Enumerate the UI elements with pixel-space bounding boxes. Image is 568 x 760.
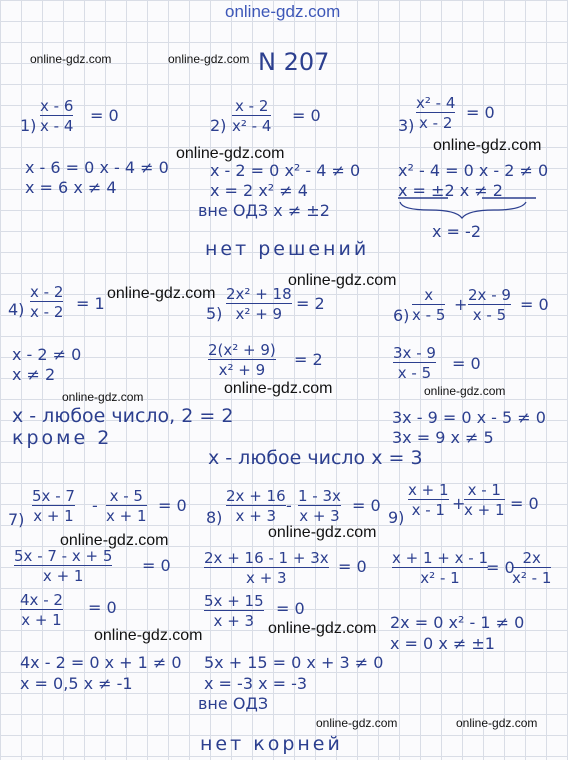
problem-5-step1: x - любое число x = 3	[208, 447, 423, 469]
numerator: x - 5	[109, 487, 143, 505]
numerator: 2x + 16 - 1 + 3x	[204, 549, 329, 567]
denominator: x - 5	[472, 306, 507, 324]
problem-6-step2: 3x = 9 x ≠ 5	[392, 428, 494, 447]
problem-1-step1: x - 6 = 0 x - 4 ≠ 0	[25, 158, 169, 177]
numerator: 2x² + 18	[226, 285, 292, 303]
problem-1-step2: x = 6 x ≠ 4	[25, 178, 117, 197]
equals-zero: = 0	[338, 557, 367, 576]
watermark-small: online-gdz.com	[30, 52, 112, 66]
problem-6-fraction-b	[468, 287, 511, 323]
denominator: x + 1	[464, 501, 505, 519]
denominator: x² - 4	[232, 117, 272, 135]
denominator: x + 1	[106, 507, 147, 525]
problem-8-label: 8)	[206, 508, 223, 527]
denominator: x + 1	[21, 611, 62, 629]
problem-8-fraction-2	[204, 550, 329, 586]
watermark-top: online-gdz.com	[225, 2, 341, 21]
problem-1-fraction	[40, 98, 73, 134]
denominator: x + 3	[246, 569, 287, 587]
numerator: x	[424, 286, 434, 304]
problem-7-step2: x = 0,5 x ≠ -1	[20, 674, 133, 693]
numerator: 5x + 15	[204, 592, 264, 610]
watermark-big: online-gdz.com	[60, 532, 169, 549]
problem-4-step3: x - любое число, 2 = 2	[12, 405, 234, 427]
equals-one: = 1	[76, 294, 105, 313]
denominator: x - 1	[411, 501, 445, 519]
watermark-big: online-gdz.com	[176, 145, 285, 162]
problem-2-step2: x = 2 x² ≠ 4	[210, 181, 308, 200]
numerator: 4x - 2	[20, 591, 63, 609]
denominator: x + 1	[42, 567, 84, 585]
plus-sign: +	[452, 494, 466, 513]
denominator: x - 4	[40, 117, 74, 135]
problem-9-step2: x = 0 x ≠ ±1	[390, 634, 495, 653]
problem-8-fraction-a	[226, 488, 286, 524]
numerator: 5x - 7	[32, 487, 75, 505]
watermark-big: online-gdz.com	[268, 524, 377, 541]
problem-4-label: 4)	[8, 300, 25, 319]
problem-7-step1: 4x - 2 = 0 x + 1 ≠ 0	[20, 653, 182, 672]
denominator: x² + 9	[218, 361, 266, 379]
equals-zero: = 0	[520, 295, 549, 314]
watermark-small: online-gdz.com	[168, 52, 250, 66]
numerator: x - 1	[467, 481, 501, 499]
numerator: 2x - 9	[468, 286, 511, 304]
problem-2-fraction	[232, 98, 271, 134]
problem-7-fraction-a	[32, 488, 75, 524]
equals-zero: = 0	[352, 496, 381, 515]
denominator: x - 5	[397, 364, 432, 382]
equals-zero: = 0	[292, 106, 321, 125]
problem-7-fraction-2	[14, 548, 112, 584]
underline-brace	[396, 196, 556, 222]
numerator: 2x + 16	[226, 487, 286, 505]
watermark-big: online-gdz.com	[107, 285, 216, 302]
problem-4-step4: кроме 2	[12, 427, 113, 449]
problem-3-step1: x² - 4 = 0 x - 2 ≠ 0	[398, 161, 549, 180]
watermark-small: online-gdz.com	[456, 716, 538, 730]
numerator: x + 1	[408, 481, 449, 499]
problem-6-fraction-2	[393, 345, 436, 381]
problem-7-fraction-b	[106, 488, 147, 524]
watermark-big: online-gdz.com	[94, 627, 203, 644]
equals-two: = 2	[294, 350, 323, 369]
watermark-big: online-gdz.com	[288, 272, 397, 289]
minus-sign: -	[286, 496, 292, 515]
equals-zero: = 0	[158, 496, 187, 515]
problem-3-fraction	[416, 95, 455, 131]
problem-2-step3: вне ОДЗ x ≠ ±2	[198, 201, 330, 220]
denominator: x - 2	[419, 114, 453, 132]
summary-no-roots: нет корней	[200, 733, 343, 755]
equals-zero: = 0	[510, 494, 539, 513]
numerator: 2x	[522, 549, 541, 567]
numerator: 5x - 7 - x + 5	[14, 547, 113, 565]
numerator: x + 1 + x - 1	[392, 549, 488, 567]
problem-4-fraction	[30, 284, 63, 320]
problem-1-label: 1)	[20, 116, 37, 135]
denominator: x + 3	[299, 507, 340, 525]
numerator: x - 2	[30, 283, 64, 301]
numerator: x - 2	[235, 97, 269, 115]
numerator: 1 - 3x	[298, 487, 341, 505]
denominator: x - 2	[30, 303, 64, 321]
watermark-small: online-gdz.com	[62, 390, 144, 404]
denominator: x + 1	[33, 507, 74, 525]
watermark-big: online-gdz.com	[224, 380, 333, 397]
problem-8-step3: вне ОДЗ	[198, 694, 269, 713]
problem-9-step1: 2x = 0 x² - 1 ≠ 0	[390, 613, 525, 632]
problem-8-fraction-b	[298, 488, 341, 524]
numerator: 3x - 9	[393, 344, 436, 362]
problem-6-fraction-a	[412, 287, 445, 323]
summary-no-solutions: нет решений	[205, 238, 370, 260]
equals-zero: = 0	[276, 599, 305, 618]
problem-9-fraction-3	[512, 550, 551, 586]
problem-5-fraction-2	[208, 342, 276, 378]
problem-8-step1: 5x + 15 = 0 x + 3 ≠ 0	[204, 653, 384, 672]
watermark-big: online-gdz.com	[268, 620, 377, 637]
problem-9-fraction-b	[464, 482, 505, 518]
plus-sign: +	[454, 295, 468, 314]
denominator: x + 3	[235, 507, 277, 525]
denominator: x + 3	[213, 612, 255, 630]
equals-zero: = 0	[466, 103, 495, 122]
problem-6-step1: 3x - 9 = 0 x - 5 ≠ 0	[392, 408, 546, 427]
problem-2-label: 2)	[210, 116, 227, 135]
problem-6-label: 6)	[393, 306, 410, 325]
equals-zero: = 0	[88, 598, 117, 617]
problem-4-step2: x ≠ 2	[12, 365, 56, 384]
equals-zero: = 0	[486, 558, 515, 577]
denominator: x² - 1	[420, 569, 460, 587]
watermark-big: online-gdz.com	[433, 137, 542, 154]
problem-5-fraction	[226, 286, 292, 322]
problem-8-fraction-3	[204, 593, 264, 629]
problem-9-fraction-2	[392, 550, 488, 586]
minus-sign: -	[92, 496, 98, 515]
problem-7-fraction-3	[20, 592, 63, 628]
equals-zero: = 0	[452, 354, 481, 373]
problem-3-label: 3)	[398, 116, 415, 135]
problem-9-fraction-a	[408, 482, 449, 518]
numerator: x - 6	[40, 97, 74, 115]
problem-number-title: N 207	[258, 48, 330, 76]
problem-3-answer: x = -2	[432, 222, 481, 241]
problem-7-label: 7)	[8, 510, 25, 529]
watermark-small: online-gdz.com	[316, 716, 398, 730]
problem-2-step1: x - 2 = 0 x² - 4 ≠ 0	[210, 161, 361, 180]
equals-zero: = 0	[90, 106, 119, 125]
problem-5-label: 5)	[206, 304, 223, 323]
numerator: 2(x² + 9)	[208, 341, 276, 359]
equals-zero: = 0	[142, 556, 171, 575]
problem-8-step2: x = -3 x = -3	[204, 674, 308, 693]
equals-two: = 2	[296, 294, 325, 313]
numerator: x² - 4	[416, 94, 456, 112]
problem-4-step1: x - 2 ≠ 0	[12, 345, 82, 364]
problem-3-step2: x = ±2 x ≠ 2	[398, 181, 503, 200]
problem-9-label: 9)	[388, 508, 405, 527]
denominator: x² + 9	[235, 305, 283, 323]
watermark-small: online-gdz.com	[424, 384, 506, 398]
denominator: x² - 1	[512, 569, 552, 587]
denominator: x - 5	[412, 306, 446, 324]
